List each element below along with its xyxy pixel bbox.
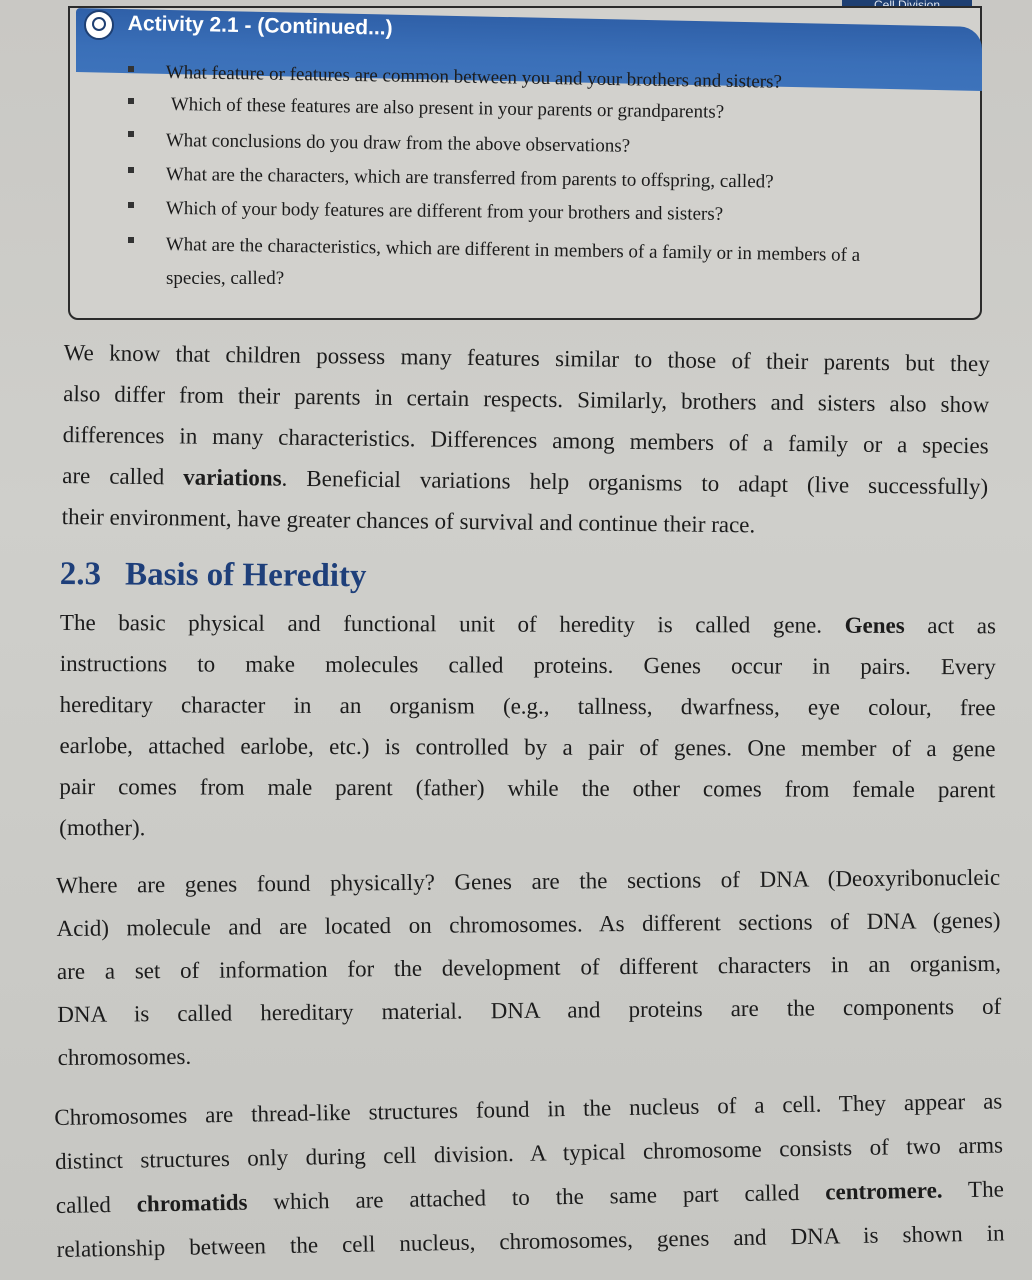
activity-question: What feature or features are common between you and your brothers and sisters? xyxy=(165,61,783,93)
text-line: Acid) molecule and are located on chromosomes. As different sections of DNA (genes) xyxy=(56,907,1001,941)
key-term: chromatids xyxy=(136,1189,248,1217)
activity-question: Which of these features are also present in your parents or grandparents? xyxy=(170,93,725,123)
text-line xyxy=(60,602,996,646)
text-fragment: The basic physical and functional unit of heredity is called gene. xyxy=(59,609,845,638)
text-line: instructions to make molecules called proteins. Genes occur in pairs. Every xyxy=(59,650,996,680)
activity-question: species, called? xyxy=(166,268,285,289)
text-fragment: act as xyxy=(904,612,996,639)
text-line: differences in many characteristics. Differences among members of a family or a species xyxy=(62,421,989,459)
section-number: 2.3 xyxy=(59,556,102,593)
text-line: Where are genes found physically? Genes are the sections of DNA (Deoxyribonucleic xyxy=(56,864,1001,898)
bullet-icon xyxy=(128,167,134,173)
text-fragment: The xyxy=(942,1176,1005,1203)
chromosome-paragraph xyxy=(54,1079,1005,1272)
bullet-icon xyxy=(128,237,134,243)
key-term: Genes xyxy=(844,612,905,638)
dna-paragraph xyxy=(56,856,1002,1079)
bullet-icon xyxy=(128,202,134,208)
text-line: (mother). xyxy=(59,814,146,841)
section-title: Basis of Heredity xyxy=(124,556,367,595)
text-fragment: are called xyxy=(62,462,184,490)
intro-paragraph xyxy=(61,332,989,548)
text-line: relationship between the cell nucleus, chromosomes, genes and DNA is shown in xyxy=(56,1220,1005,1262)
text-fragment: . Beneficial variations help organisms to adapt (live successfully) xyxy=(281,465,989,500)
bullet-icon xyxy=(128,131,134,137)
bullet-icon xyxy=(128,66,134,72)
text-line: Chromosomes are thread-like structures found in the nucleus of a cell. They appear as xyxy=(54,1088,1003,1130)
heredity-paragraph xyxy=(59,602,996,851)
activity-question: What are the characteristics, which are different in members of a family or in members of a xyxy=(165,233,861,266)
text-fragment: called xyxy=(55,1191,137,1218)
text-fragment: which are attached to the same part called xyxy=(247,1179,826,1215)
activity-question: What conclusions do you draw from the above observations? xyxy=(165,129,631,157)
text-line: their environment, have greater chances of survival and continue their race. xyxy=(61,503,756,538)
key-term: centromere. xyxy=(825,1177,943,1205)
section-heading xyxy=(60,556,367,595)
text-line: also differ from their parents in certain respects. Similarly, brothers and sisters also show xyxy=(63,380,990,418)
text-line: hereditary character in an organism (e.g., tallness, dwarfness, eye colour, free xyxy=(59,691,996,721)
text-line: chromosomes. xyxy=(57,1043,192,1070)
text-line: pair comes from male parent (father) while the other comes from female parent xyxy=(59,773,996,803)
activity-question: Which of your body features are different from your brothers and sisters? xyxy=(165,197,724,225)
key-term: variations xyxy=(183,464,282,491)
text-line: We know that children possess many features similar to those of their parents but they xyxy=(63,339,990,377)
bullet-icon xyxy=(128,98,134,104)
text-line: earlobe, attached earlobe, etc.) is controlled by a pair of genes. One member of a gene xyxy=(59,732,996,762)
activity-title: Activity 2.1 - (Continued...) xyxy=(127,12,393,40)
activity-question: What are the characters, which are transferred from parents to offspring, called? xyxy=(165,163,774,193)
text-line: DNA is called hereditary material. DNA and proteins are the components of xyxy=(57,993,1002,1027)
text-line: distinct structures only during cell division. A typical chromosome consists of two arms xyxy=(54,1132,1004,1174)
text-line: are a set of information for the development of different characters in an organism, xyxy=(56,950,1002,984)
